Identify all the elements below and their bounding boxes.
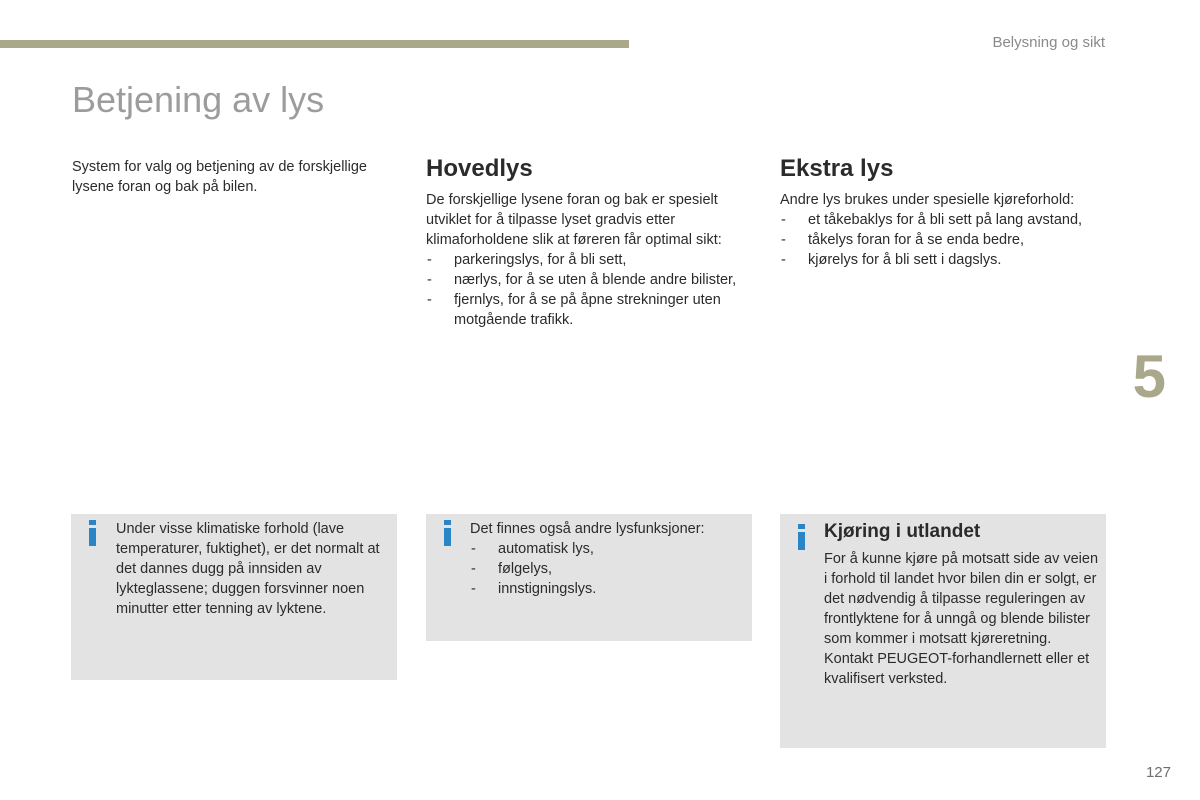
list-item: - kjørelys for å bli sett i dagslys.	[780, 250, 1110, 270]
list-item: - innstigningslys.	[470, 579, 742, 599]
list-item: - nærlys, for å se uten å blende andre bilister,	[426, 270, 756, 290]
list-item: - automatisk lys,	[470, 539, 742, 559]
info-note-lysfunksjoner	[426, 514, 752, 641]
list-item: - tåkelys foran for å se enda bedre,	[780, 230, 1110, 250]
note-text-contact: Kontakt PEUGEOT-forhandlernett eller et kvalifisert verksted.	[824, 651, 1090, 687]
page-number: 127	[1145, 764, 1171, 781]
hovedlys-paragraph: De forskjellige lysene foran og bak er spesielt utviklet for å tilpasse lyset gradvis etter klimaforholdene slik at føreren får optimal sikt:	[426, 192, 722, 248]
hovedlys-list	[426, 250, 756, 330]
info-icon	[87, 520, 99, 546]
ekstra-lys-heading: Ekstra lys	[780, 155, 894, 182]
info-icon	[442, 520, 454, 546]
hovedlys-section	[426, 154, 756, 330]
chapter-number: 5	[1132, 343, 1166, 410]
hovedlys-heading: Hovedlys	[426, 155, 533, 182]
list-item: - et tåkebaklys for å bli sett på lang avstand,	[780, 210, 1110, 230]
list-item: - fjernlys, for å se på åpne strekninger uten motgående trafikk.	[426, 290, 756, 330]
ekstra-lys-list	[780, 210, 1110, 270]
ekstra-lys-section	[780, 154, 1110, 270]
note-text: Det finnes også andre lysfunksjoner:	[470, 521, 705, 537]
list-item: - parkeringslys, for å bli sett,	[426, 250, 756, 270]
info-note-dugg	[71, 514, 397, 680]
intro-text: System for valg og betjening av de forskjellige lysene foran og bak på bilen.	[72, 159, 367, 195]
page-title: Betjening av lys	[72, 79, 325, 120]
header-rule	[0, 40, 629, 48]
info-note-utlandet	[780, 514, 1106, 748]
ekstra-lys-paragraph: Andre lys brukes under spesielle kjøreforhold:	[780, 192, 1075, 208]
intro-column	[72, 157, 402, 197]
note-text: For å kunne kjøre på motsatt side av veien i forhold til landet hvor bilen din er solgt, er det nødvendig å tilpasse reguleringen av frontlyktene for å unngå og blende bilister som kommer i motsatt kjøreretning.	[824, 551, 1099, 647]
list-item: - følgelys,	[470, 559, 742, 579]
note-heading: Kjøring i utlandet	[824, 521, 981, 542]
info-icon	[796, 524, 808, 550]
note-list	[470, 539, 742, 599]
note-text: Under visse klimatiske forhold (lave temperaturer, fuktighet), er det normalt at det dannes dugg på innsiden av lykteglassene; duggen forsvinner noen minutter etter tenning av lyktene.	[116, 521, 380, 617]
section-title: Belysning og sikt	[992, 34, 1105, 51]
